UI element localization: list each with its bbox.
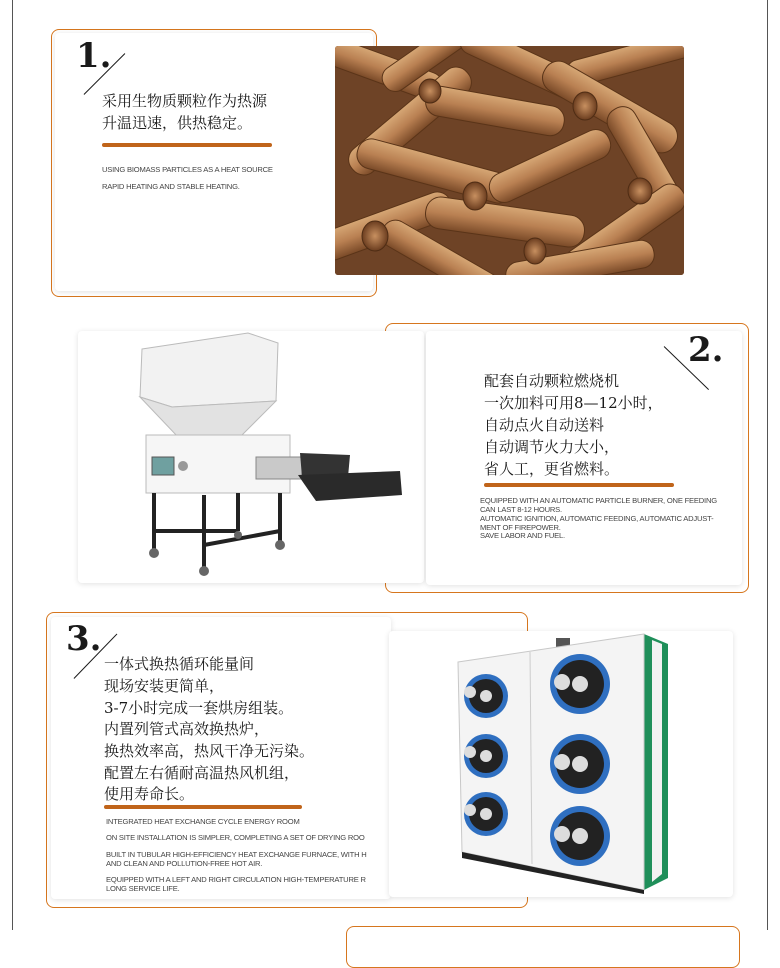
section2-cn-line-1: 配套自动颗粒燃烧机 [484, 372, 620, 390]
section3-cn-line-4: 内置列管式高效换热炉， [104, 720, 270, 738]
section4-orange-frame-partial [346, 926, 740, 968]
section3-en-block-3: BUILT IN TUBULAR HIGH-EFFICIENCY HEAT EXCHANGE FURNACE, WITH H AND CLEAN AND POLLUTION-FREE HOT AIR. [106, 851, 367, 868]
biomass-pellets-photo [335, 46, 684, 275]
section2-cn-line-2: 一次加料可用8—12小时， [484, 394, 663, 412]
right-border-line [767, 0, 768, 930]
section2-cn-line-4: 自动调节火力大小， [484, 438, 620, 456]
pellets-illustration [335, 46, 684, 275]
cabinet-illustration [448, 632, 672, 894]
burner-illustration [120, 331, 410, 581]
section3-cn-line-2: 现场安装更简单， [104, 677, 225, 695]
section3-cn-line-3: 3-7小时完成一套烘房组装。 [104, 699, 294, 717]
section3-cn-line-1: 一体式换热循环能量间 [104, 655, 255, 673]
section3-cn-line-7: 使用寿命长。 [104, 785, 195, 803]
section2-en-line-3: AUTOMATIC IGNITION, AUTOMATIC FEEDING, AUTOMATIC ADJUST- [480, 515, 714, 523]
pellet-burner-machine-photo [120, 331, 410, 581]
section3-cn-line-5: 换热效率高，热风干净无污染。 [104, 742, 315, 760]
section1-en-line-2: RAPID HEATING AND STABLE HEATING. [102, 183, 240, 191]
section2-en-line-2: CAN LAST 8-12 HOURS. [480, 506, 562, 514]
heat-exchanger-cabinet-photo [448, 632, 672, 894]
section2-cn-line-5: 省人工，更省燃料。 [484, 460, 620, 478]
section2-en-line-4: MENT OF FIREPOWER. [480, 524, 561, 532]
section1-cn-line-1: 采用生物质颗粒作为热源 [102, 92, 268, 110]
section3-en-block-2: ON SITE INSTALLATION IS SIMPLER, COMPLETING A SET OF DRYING ROO [106, 834, 365, 842]
section2-divider-bar [484, 483, 674, 487]
section3-en-block-1: INTEGRATED HEAT EXCHANGE CYCLE ENERGY ROOM [106, 818, 300, 826]
section1-divider-bar [102, 143, 272, 147]
section2-cn-line-3: 自动点火自动送料 [484, 416, 605, 434]
section2-number: 2. [688, 330, 724, 370]
left-border-line [12, 0, 13, 930]
section3-en-block-4: EQUIPPED WITH A LEFT AND RIGHT CIRCULATION HIGH-TEMPERATURE R LONG SERVICE LIFE. [106, 876, 366, 893]
section3-number: 3. [66, 619, 102, 659]
section3-divider-bar [104, 805, 302, 809]
section1-en-line-1: USING BIOMASS PARTICLES AS A HEAT SOURCE [102, 166, 273, 174]
section2-en-line-1: EQUIPPED WITH AN AUTOMATIC PARTICLE BURNER, ONE FEEDING [480, 497, 717, 505]
section1-cn-line-2: 升温迅速，供热稳定。 [102, 114, 253, 132]
section2-en-line-5: SAVE LABOR AND FUEL. [480, 532, 565, 540]
section3-cn-line-6: 配置左右循耐高温热风机组， [104, 764, 300, 782]
section1-number: 1. [76, 36, 112, 76]
